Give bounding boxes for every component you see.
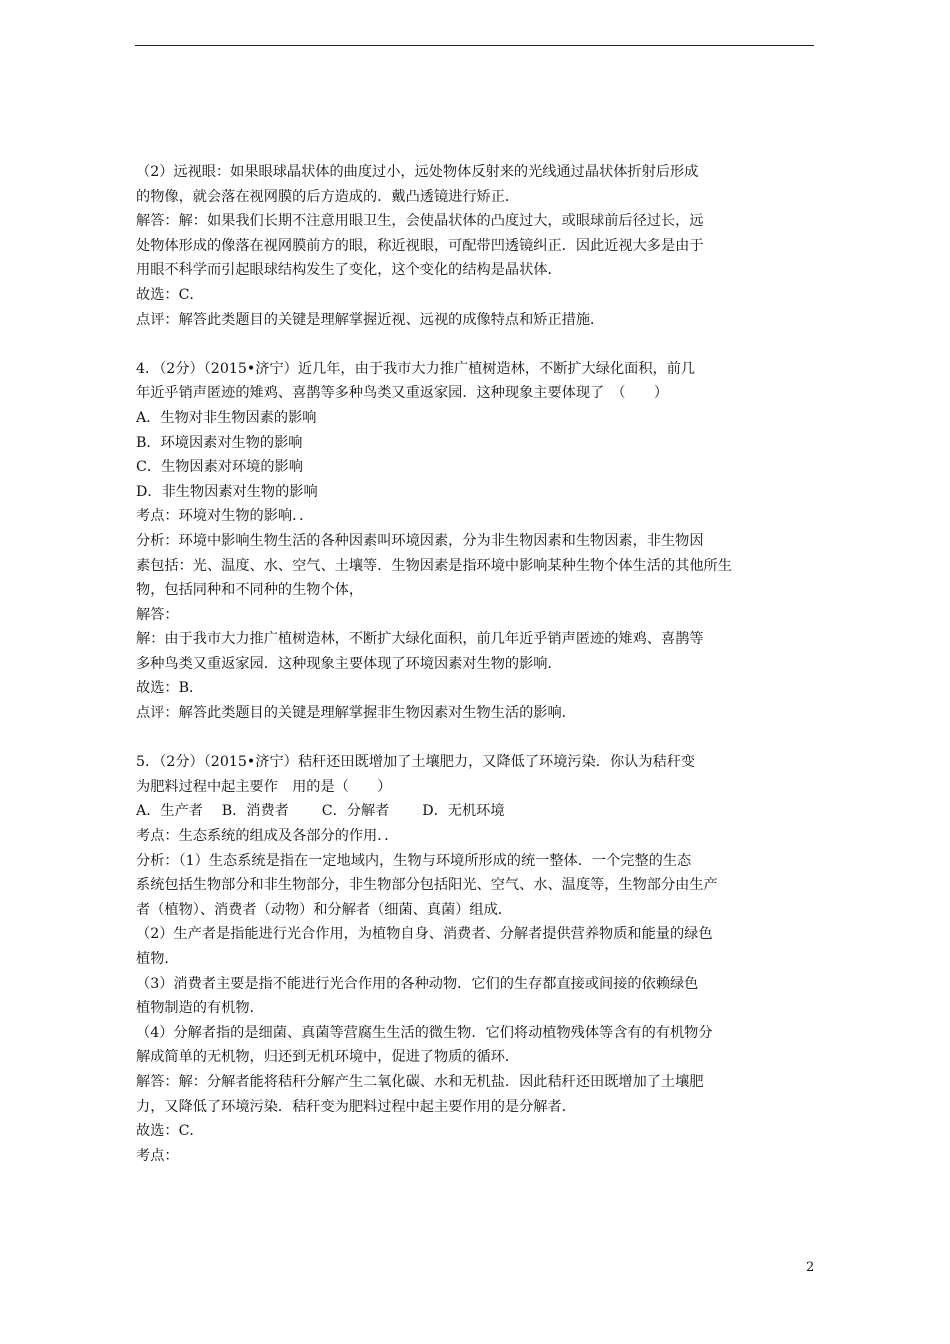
text-line: 处物体形成的像落在视网膜前方的眼，称近视眼，可配带凹透镜纠正．因此近视大多是由于 (136, 237, 704, 254)
text-line: 解：由于我市大力推广植树造林，不断扩大绿化面积，前几年近乎销声匿迹的雉鸡、喜鹊等 (136, 631, 704, 648)
text-line: 4．（2分）（2015•济宁）近几年，由于我市大力推广植树造林，不断扩大绿化面积，前几 (136, 360, 696, 377)
text-line: 解成简单的无机物，归还到无机环境中，促进了物质的循环． (136, 1049, 520, 1066)
text-line: 考点：生态系统的组成及各部分的作用．． (136, 828, 399, 845)
text-line: 点评：解答此类题目的关键是理解掌握近视、远视的成像特点和矫正措施． (136, 311, 605, 328)
paragraph-gap (136, 332, 816, 357)
text-line: 故选：C． (136, 1123, 204, 1140)
text-line: 用眼不科学而引起眼球结构发生了变化，这个变化的结构是晶状体． (136, 262, 562, 279)
text-line: 解答：解：如果我们长期不注意用眼卫生，会使晶状体的凸度过大，或眼球前后径过长，远 (136, 213, 704, 230)
text-line: 5．（2分）（2015•济宁）秸秆还田既增加了土壤肥力，又降低了环境污染．你认为秸秆变 (136, 754, 696, 771)
text-line: 分析：（1）生态系统是指在一定地域内，生物与环境所形成的统一整体．一个完整的生态 (136, 852, 692, 869)
text-line: （4）分解者指的是细菌、真菌等营腐生生活的微生物．它们将动植物残体等含有的有机物分 (136, 1024, 713, 1041)
text-line: 年近乎销声匿迹的雉鸡、喜鹊等多种鸟类又重返家园．这种现象主要体现了 （ ） (136, 385, 669, 402)
text-line: 分析：环境中影响生物生活的各种因素叫环境因素，分为非生物因素和生物因素，非生物因 (136, 532, 704, 549)
text-line: 故选：B． (136, 680, 204, 697)
text-line: 物，包括同种和不同种的生物个体， (136, 582, 364, 599)
text-line: 点评：解答此类题目的关键是理解掌握非生物因素对生物生活的影响． (136, 705, 576, 722)
text-line: 考点： (136, 1147, 179, 1164)
text-line: C．生物因素对环境的影响 (136, 459, 303, 476)
text-line: 系统包括生物部分和非生物部分，非生物部分包括阳光、空气、水、温度等，生物部分由生产 (136, 877, 718, 894)
text-line: 解答：解：分解者能将秸秆分解产生二氧化碳、水和无机盐．因此秸秆还田既增加了土壤肥 (136, 1073, 704, 1090)
text-line: （2）远视眼：如果眼球晶状体的曲度过小，远处物体反射来的光线通过晶状体折射后形成 (136, 164, 699, 180)
text-line: 植物制造的有机物． (136, 1000, 264, 1017)
text-line: 多种鸟类又重返家园．这种现象主要体现了环境因素对生物的影响． (136, 655, 562, 672)
text-line: B．环境因素对生物的影响 (136, 434, 303, 451)
text-line: 考点：环境对生物的影响．． (136, 508, 314, 525)
text-line: 的物像，就会落在视网膜的后方造成的．戴凸透镜进行矫正． (136, 188, 520, 205)
text-line: 植物． (136, 951, 179, 967)
page-number: 2 (806, 1260, 815, 1275)
text-line: 力，又降低了环境污染．秸秆变为肥料过程中起主要作用的是分解者． (136, 1098, 576, 1115)
text-line: 故选：C． (136, 286, 204, 303)
text-line: A．生物对非生物因素的影响 (136, 409, 317, 426)
text-line: 解答： (136, 606, 179, 623)
text-line: （3）消费者主要是指不能进行光合作用的各种动物．它们的生存都直接或间接的依赖绿色 (136, 975, 699, 992)
text-line: （2）生产者是指能进行光合作用，为植物自身、消费者、分解者提供营养物质和能量的绿色 (136, 926, 713, 943)
text-line: A．生产者 B．消费者 C．分解者 D．无机环境 (136, 803, 505, 820)
text-line: 者（植物）、消费者（动物）和分解者（细菌、真菌）组成． (136, 901, 512, 918)
text-line: 素包括：光、温度、水、空气、土壤等．生物因素是指环境中影响某种生物个体生活的其他所生 (136, 557, 732, 574)
text-line: 为肥料过程中起主要作 用的是（ ） (136, 778, 392, 795)
document-body (136, 160, 816, 1168)
header-rule (135, 45, 814, 46)
text-line: D．非生物因素对生物的影响 (136, 483, 318, 500)
paragraph-gap (136, 726, 816, 751)
